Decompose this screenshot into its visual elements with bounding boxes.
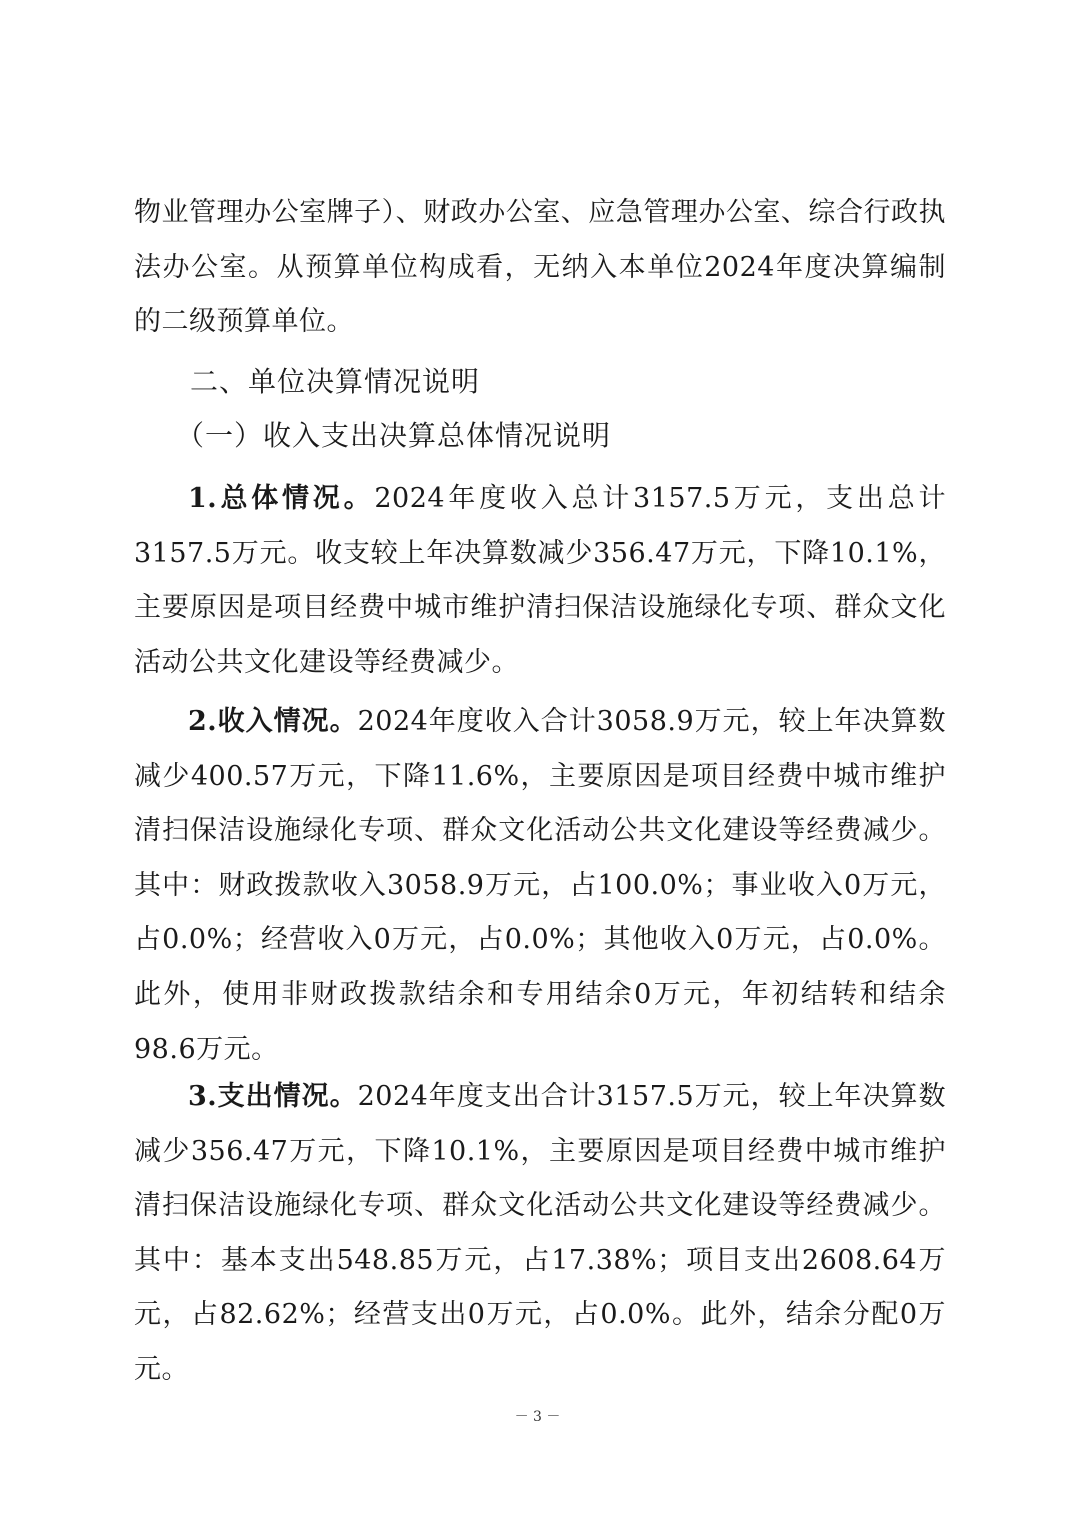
- overall-body: 2024年度收入总计3157.5万元，支出总计3157.5万元。收支较上年决算数减少356.47万元，下降10.1%，主要原因是项目经费中城市维护清扫保洁设施绿化专项、群众文化活动公共文化建设等经费减少。: [134, 483, 946, 678]
- subsection-heading: （一）收入支出决算总体情况说明: [176, 419, 612, 452]
- expenditure-paragraph: [134, 1070, 946, 1398]
- intro-paragraph-block: [134, 186, 946, 350]
- page-number: － 3 －: [514, 1409, 561, 1425]
- intro-paragraph: 物业管理办公室牌子）、财政办公室、应急管理办公室、综合行政执法办公室。从预算单位构成看，无纳入本单位2024年度决算编制的二级预算单位。: [134, 197, 946, 338]
- overall-paragraph-block: [134, 472, 946, 690]
- overall-paragraph: [134, 472, 946, 690]
- income-paragraph-block: [134, 695, 946, 1077]
- expenditure-body: 2024年度支出合计3157.5万元，较上年决算数减少356.47万元，下降10.1%，主要原因是项目经费中城市维护清扫保洁设施绿化专项、群众文化活动公共文化建设等经费减少。其中：基本支出548.85万元，占17.38%；项目支出2608.64万元，占82.62%；经营支出0万元，占0.0%。此外，结余分配0万元。: [134, 1081, 947, 1385]
- income-paragraph: [134, 695, 946, 1077]
- income-lead: 2.收入情况。: [188, 706, 358, 737]
- section-heading: 二、单位决算情况说明: [190, 365, 481, 398]
- overall-lead: 1.总体情况。: [188, 483, 375, 514]
- income-body: 2024年度收入合计3058.9万元，较上年决算数减少400.57万元，下降11.6%，主要原因是项目经费中城市维护清扫保洁设施绿化专项、群众文化活动公共文化建设等经费减少。其中：财政拨款收入3058.9万元，占100.0%；事业收入0万元，占0.0%；经营收入0万元，占0.0%；其他收入0万元，占0.0%。此外，使用非财政拨款结余和专用结余0万元，年初结转和结余98.6万元。: [134, 706, 947, 1065]
- expenditure-paragraph-block: [134, 1070, 946, 1398]
- expenditure-lead: 3.支出情况。: [188, 1081, 358, 1112]
